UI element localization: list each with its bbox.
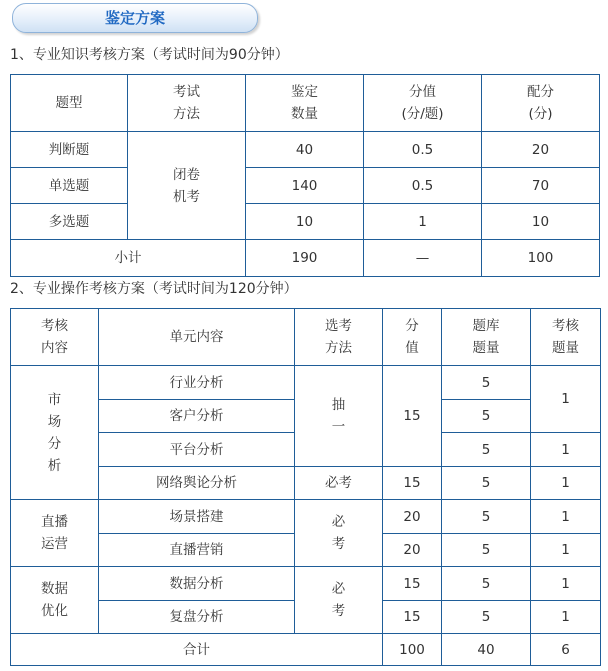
exam-livesale: 1 bbox=[531, 534, 601, 567]
bank-review: 5 bbox=[442, 601, 531, 634]
bank-industry: 5 bbox=[442, 366, 531, 400]
method-merged-line2: 机考 bbox=[173, 188, 200, 205]
exam-opinion: 1 bbox=[531, 467, 601, 500]
method-required-live-line2: 考 bbox=[331, 536, 346, 552]
header-points bbox=[383, 309, 442, 366]
page-title: 鉴定方案 bbox=[12, 3, 258, 33]
method-required: 必考 bbox=[295, 467, 383, 500]
total-points: 100 bbox=[383, 634, 442, 666]
header-content-line2: 内容 bbox=[41, 340, 68, 356]
subtotal-label: 小计 bbox=[11, 240, 246, 277]
points-livesale: 20 bbox=[383, 534, 442, 567]
bank-customer: 5 bbox=[442, 400, 531, 433]
bank-livesale: 5 bbox=[442, 534, 531, 567]
operation-exam-table bbox=[10, 308, 601, 666]
group-market-char4: 析 bbox=[47, 457, 62, 474]
header-alloc-line2: (分) bbox=[528, 106, 553, 122]
subtotal-score: — bbox=[364, 240, 482, 277]
subtotal-qty: 190 bbox=[246, 240, 364, 277]
header-unit: 单元内容 bbox=[99, 309, 295, 366]
points-scene: 20 bbox=[383, 500, 442, 534]
header-method-line2: 方法 bbox=[173, 106, 200, 122]
header-exam-line2: 题量 bbox=[552, 340, 579, 356]
points-opinion: 15 bbox=[383, 467, 442, 500]
header-exam-line1: 考核 bbox=[552, 318, 579, 334]
header-bank-line2: 题量 bbox=[472, 340, 500, 356]
group-market-char1: 市 bbox=[47, 391, 62, 408]
header-score-line2: (分/题) bbox=[401, 106, 444, 122]
method-required-data bbox=[295, 567, 383, 634]
section1-heading: 1、专业知识考核方案（考试时间为90分钟） bbox=[10, 47, 289, 63]
method-merged bbox=[128, 132, 246, 240]
section2-heading: 2、专业操作考核方案（考试时间为120分钟） bbox=[10, 281, 298, 297]
unit-scene-setup: 场景搭建 bbox=[99, 500, 295, 534]
header-method bbox=[295, 309, 383, 366]
group-live-operation bbox=[11, 500, 99, 567]
table-row bbox=[11, 366, 601, 400]
table-row bbox=[11, 500, 601, 534]
group-live-line1: 直播 bbox=[41, 514, 68, 530]
total-label: 合计 bbox=[11, 634, 383, 666]
table-row bbox=[11, 168, 600, 204]
method-required-live bbox=[295, 500, 383, 567]
exam-review: 1 bbox=[531, 601, 601, 634]
row-alloc: 70 bbox=[482, 168, 600, 204]
points-review: 15 bbox=[383, 601, 442, 634]
method-draw-line2: 一 bbox=[331, 419, 346, 435]
exam-dataanalysis: 1 bbox=[531, 567, 601, 601]
method-draw-one bbox=[295, 366, 383, 467]
row-qty: 40 bbox=[246, 132, 364, 168]
unit-live-marketing: 直播营销 bbox=[99, 534, 295, 567]
header-method bbox=[128, 75, 246, 132]
row-qty: 10 bbox=[246, 204, 364, 240]
row-alloc: 20 bbox=[482, 132, 600, 168]
unit-data-analysis: 数据分析 bbox=[99, 567, 295, 601]
unit-industry-analysis: 行业分析 bbox=[99, 366, 295, 400]
exam-platform: 1 bbox=[531, 433, 601, 467]
row-type: 单选题 bbox=[11, 168, 128, 204]
bank-dataanalysis: 5 bbox=[442, 567, 531, 601]
table-row bbox=[11, 132, 600, 168]
total-row bbox=[11, 634, 601, 666]
table-header-row bbox=[11, 309, 601, 366]
method-draw-line1: 抽 bbox=[331, 397, 346, 413]
method-merged-line1: 闭卷 bbox=[173, 166, 200, 183]
table-row bbox=[11, 467, 601, 500]
group-data-line1: 数据 bbox=[41, 581, 68, 597]
unit-review-analysis: 复盘分析 bbox=[99, 601, 295, 634]
row-score: 0.5 bbox=[364, 168, 482, 204]
points-dataanalysis: 15 bbox=[383, 567, 442, 601]
table-header-row bbox=[11, 75, 600, 132]
header-qty-line2: 数量 bbox=[291, 106, 318, 122]
header-points-line1: 分 bbox=[405, 318, 419, 334]
header-content-line1: 考核 bbox=[41, 318, 68, 334]
total-exam: 6 bbox=[531, 634, 601, 666]
unit-customer-analysis: 客户分析 bbox=[99, 400, 295, 433]
bank-scene: 5 bbox=[442, 500, 531, 534]
header-qty-line1: 鉴定 bbox=[291, 84, 318, 100]
subtotal-row bbox=[11, 240, 600, 277]
header-method-line1: 选考 bbox=[325, 318, 352, 334]
header-score bbox=[364, 75, 482, 132]
header-alloc bbox=[482, 75, 600, 132]
bank-platform: 5 bbox=[442, 433, 531, 467]
exam-scene: 1 bbox=[531, 500, 601, 534]
method-required-live-line1: 必 bbox=[331, 514, 346, 530]
points-market-pick: 15 bbox=[383, 366, 442, 467]
row-score: 1 bbox=[364, 204, 482, 240]
row-qty: 140 bbox=[246, 168, 364, 204]
table-row bbox=[11, 204, 600, 240]
header-bank-line1: 题库 bbox=[472, 318, 500, 334]
unit-opinion-analysis: 网络舆论分析 bbox=[99, 467, 295, 500]
group-market-char3: 分 bbox=[47, 435, 62, 452]
subtotal-alloc: 100 bbox=[482, 240, 600, 277]
group-data-optimization bbox=[11, 567, 99, 634]
row-type: 判断题 bbox=[11, 132, 128, 168]
method-required-data-line2: 考 bbox=[331, 603, 346, 619]
bank-opinion: 5 bbox=[442, 467, 531, 500]
group-market-analysis bbox=[11, 366, 99, 500]
header-bank bbox=[442, 309, 531, 366]
exam-industry-customer: 1 bbox=[531, 366, 601, 433]
row-alloc: 10 bbox=[482, 204, 600, 240]
header-qty bbox=[246, 75, 364, 132]
header-alloc-line1: 配分 bbox=[527, 84, 554, 100]
header-content bbox=[11, 309, 99, 366]
header-exam bbox=[531, 309, 601, 366]
header-method-line1: 考试 bbox=[173, 84, 200, 100]
group-market-char2: 场 bbox=[47, 413, 62, 430]
knowledge-exam-table bbox=[10, 74, 600, 277]
table-row bbox=[11, 567, 601, 601]
header-method-line2: 方法 bbox=[325, 340, 352, 356]
header-score-line1: 分值 bbox=[409, 84, 436, 100]
total-bank: 40 bbox=[442, 634, 531, 666]
header-points-line2: 值 bbox=[405, 340, 419, 356]
header-type: 题型 bbox=[11, 75, 128, 132]
group-data-line2: 优化 bbox=[41, 603, 68, 619]
group-live-line2: 运营 bbox=[41, 536, 68, 552]
row-type: 多选题 bbox=[11, 204, 128, 240]
unit-platform-analysis: 平台分析 bbox=[99, 433, 295, 467]
method-required-data-line1: 必 bbox=[331, 581, 346, 597]
row-score: 0.5 bbox=[364, 132, 482, 168]
